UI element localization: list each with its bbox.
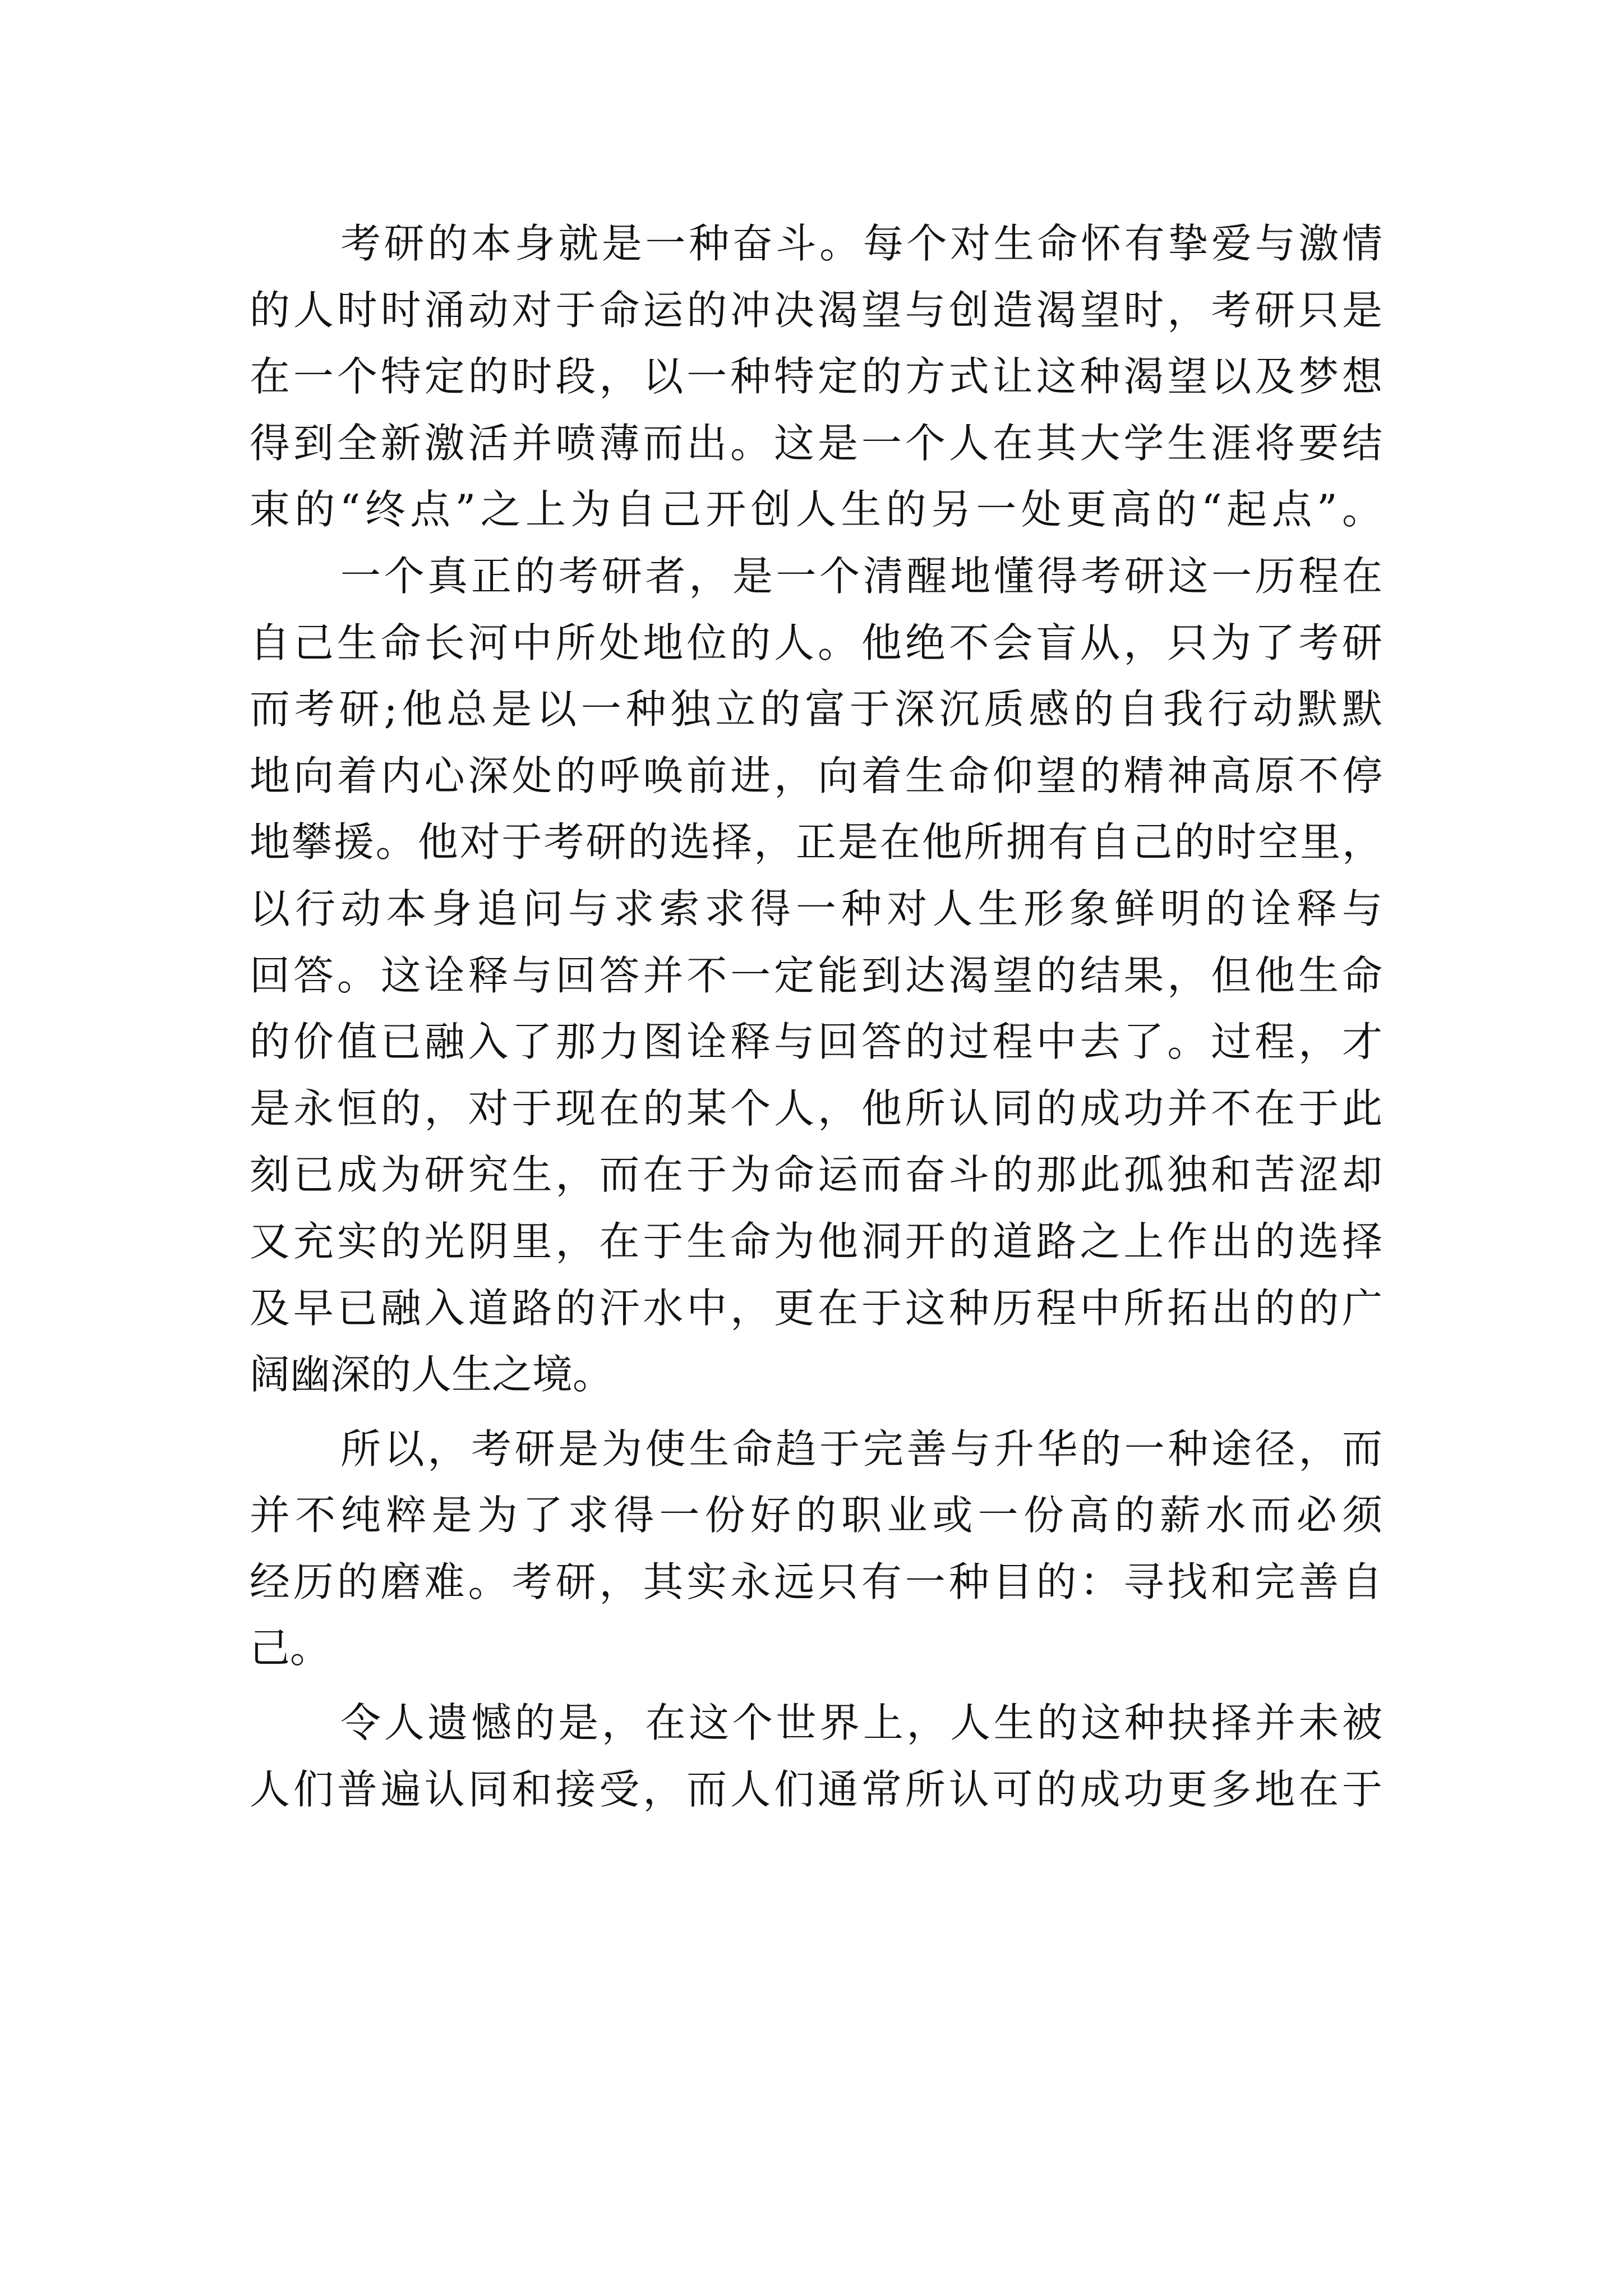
paragraph-line: 的人时时涌动对于命运的冲决渴望与创造渴望时，考研只是 xyxy=(250,286,1382,334)
paragraph-line: 令人遗憾的是，在这个世界上，人生的这种抉择并未被 xyxy=(340,1699,1382,1747)
paragraph-line: 回答。这诠释与回答并不一定能到达渴望的结果，但他生命 xyxy=(250,951,1382,999)
paragraph-line: 及早已融入道路的汗水中，更在于这种历程中所拓出的的广 xyxy=(250,1284,1382,1332)
paragraph-line: 刻已成为研究生，而在于为命运而奋斗的那此孤独和苦涩却 xyxy=(250,1151,1382,1199)
paragraph-line: 阔幽深的人生之境。 xyxy=(250,1351,614,1398)
paragraph-line: 得到全新激活并喷薄而出。这是一个人在其大学生涯将要结 xyxy=(250,419,1382,467)
paragraph-line: 一个真正的考研者，是一个清醒地懂得考研这一历程在 xyxy=(340,552,1382,600)
paragraph-line: 所以，考研是为使生命趋于完善与升华的一种途径，而 xyxy=(340,1425,1382,1473)
paragraph-line: 自己生命长河中所处地位的人。他绝不会盲从，只为了考研 xyxy=(250,619,1382,666)
paragraph-line: 并不纯粹是为了求得一份好的职业或一份高的薪水而必须 xyxy=(250,1492,1382,1539)
paragraph-line: 己。 xyxy=(250,1625,331,1672)
paragraph-line: 又充实的光阴里，在于生命为他洞开的道路之上作出的选择 xyxy=(250,1217,1382,1265)
paragraph-line: 束的“终点”之上为自己开创人生的另一处更高的“起点”。 xyxy=(250,486,1382,533)
paragraph-line: 考研的本身就是一种奋斗。每个对生命怀有挚爱与激情 xyxy=(340,220,1382,267)
body-text xyxy=(250,210,1382,1823)
paragraph-line: 经历的磨难。考研，其实永远只有一种目的：寻找和完善自 xyxy=(250,1558,1382,1605)
paragraph-line: 地向着内心深处的呼唤前进，向着生命仰望的精神高原不停 xyxy=(250,752,1382,799)
paragraph-line: 在一个特定的时段，以一种特定的方式让这种渴望以及梦想 xyxy=(250,353,1382,401)
paragraph-line: 人们普遍认同和接受，而人们通常所认可的成功更多地在于 xyxy=(250,1765,1382,1813)
paragraph-line: 而考研;他总是以一种独立的富于深沉质感的自我行动默默 xyxy=(250,685,1382,733)
paragraph-line: 的价值已融入了那力图诠释与回答的过程中去了。过程，才 xyxy=(250,1018,1382,1066)
paragraph-line: 以行动本身追问与求索求得一种对人生形象鲜明的诠释与 xyxy=(250,885,1382,932)
paragraph-line: 是永恒的，对于现在的某个人，他所认同的成功并不在于此 xyxy=(250,1084,1382,1132)
paragraph-line: 地攀援。他对于考研的选择，正是在他所拥有自己的时空里， xyxy=(250,818,1382,866)
